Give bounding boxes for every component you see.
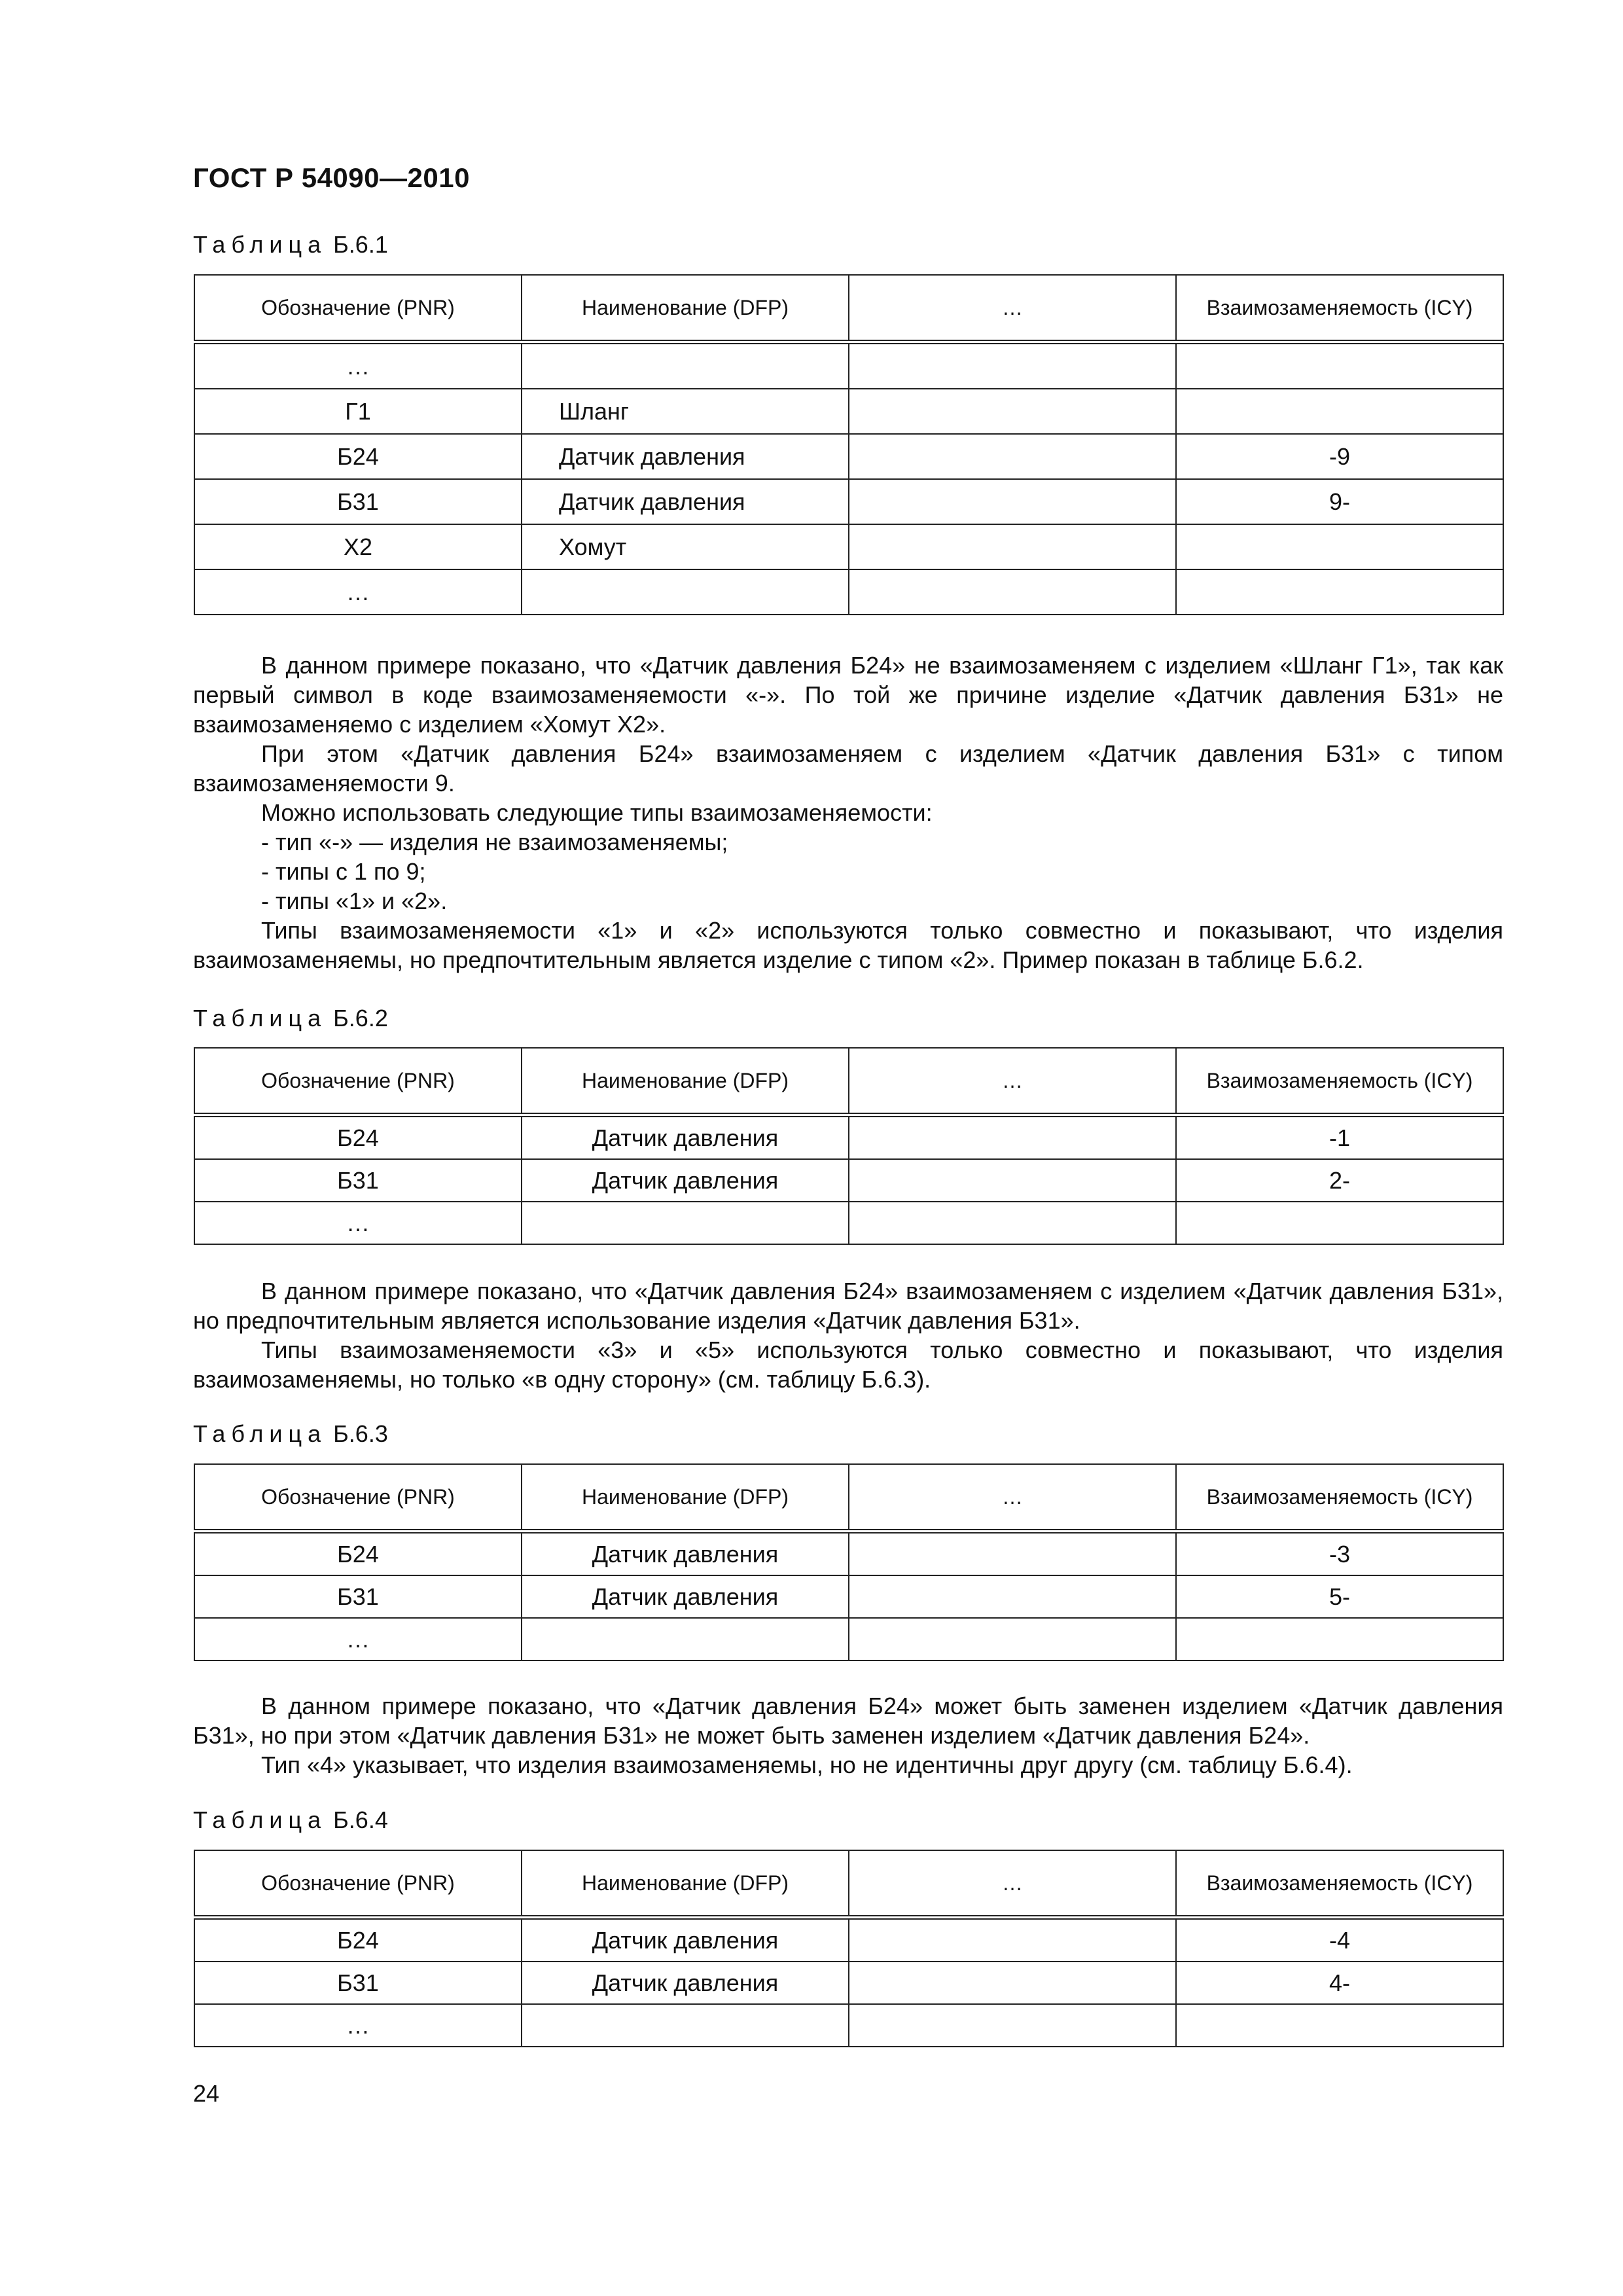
cell-pnr: Б31 [194,479,522,524]
cell-icy: -4 [1176,1918,1503,1962]
header-cell-icy: Взаимозаменяемость (ICY) [1176,1048,1503,1115]
cell-dfp [522,1202,849,1244]
list-item: - типы «1» и «2». [261,888,448,914]
cell-pnr: Б31 [194,1575,522,1618]
cell-dfp: Хомут [522,524,849,569]
cell-icy: -1 [1176,1115,1503,1160]
cell-pnr: Б31 [194,1962,522,2004]
page-number: 24 [193,2080,220,2107]
cell-dfp: Датчик давления [522,1918,849,1962]
table-row [194,1115,1503,1160]
table-header-row [194,1464,1503,1532]
cell-icy [1176,524,1503,569]
table-row [194,434,1503,479]
table-b-6-4 [194,1850,1504,2047]
cell-other [849,1575,1176,1618]
header-cell-dfp: Наименование (DFP) [522,1850,849,1918]
cell-dfp: Датчик давления [522,1159,849,1202]
cell-pnr: … [194,1202,522,1244]
cell-dfp [522,342,849,389]
cell-other [849,434,1176,479]
body-text-block [193,651,1503,975]
list-item: - тип «-» — изделия не взаимозаменяемы; [261,829,728,855]
cell-other [849,1532,1176,1576]
cell-pnr: … [194,2004,522,2047]
table-caption-word: Таблица [193,1005,327,1031]
paragraph: Можно использовать следующие типы взаимозаменяемости: [261,799,933,826]
header-cell-dfp: Наименование (DFP) [522,275,849,342]
cell-dfp [522,1618,849,1660]
header-cell-pnr: Обозначение (PNR) [194,1850,522,1918]
cell-icy: 9- [1176,479,1503,524]
cell-dfp: Датчик давления [522,1532,849,1576]
table-caption-word: Таблица [193,1420,327,1447]
table-row [194,1618,1503,1660]
table-caption [193,231,388,259]
cell-icy: -3 [1176,1532,1503,1576]
header-cell-dfp: Наименование (DFP) [522,1048,849,1115]
cell-other [849,1159,1176,1202]
table-caption-number: Б.6.2 [333,1005,388,1031]
cell-dfp: Датчик давления [522,1962,849,2004]
table-caption-number: Б.6.3 [333,1420,388,1447]
cell-other [849,342,1176,389]
table-row [194,2004,1503,2047]
table-row [194,1159,1503,1202]
table-row [194,1202,1503,1244]
cell-dfp: Шланг [522,389,849,434]
paragraph: Типы взаимозаменяемости «1» и «2» используются только совместно и показывают, что изделия взаимозаменяемы, но предпочтительным является изделие с типом «2». Пример показан в таблице Б.6.2. [193,917,1503,973]
table-caption-number: Б.6.4 [333,1806,388,1833]
cell-other [849,1918,1176,1962]
table-header-row [194,1048,1503,1115]
paragraph: При этом «Датчик давления Б24» взаимозаменяем с изделием «Датчик давления Б31» с типом взаимозаменяемости 9. [193,740,1503,797]
cell-pnr: Б24 [194,434,522,479]
cell-icy: -9 [1176,434,1503,479]
cell-pnr: Б24 [194,1532,522,1576]
table-row [194,1918,1503,1962]
list-item: - типы с 1 по 9; [261,858,426,885]
table-row [194,389,1503,434]
paragraph: Тип «4» указывает, что изделия взаимозаменяемы, но не идентичны друг другу (см. таблицу Б.6.4). [261,1751,1353,1778]
table-row [194,1962,1503,2004]
table-caption-word: Таблица [193,1806,327,1833]
header-cell-ellipsis: … [849,275,1176,342]
header-cell-pnr: Обозначение (PNR) [194,275,522,342]
cell-other [849,389,1176,434]
cell-pnr: Г1 [194,389,522,434]
cell-icy [1176,342,1503,389]
table-caption [193,1005,388,1032]
table-row [194,342,1503,389]
cell-other [849,479,1176,524]
header-cell-pnr: Обозначение (PNR) [194,1048,522,1115]
cell-icy [1176,1202,1503,1244]
header-cell-pnr: Обозначение (PNR) [194,1464,522,1532]
table-caption [193,1806,388,1834]
header-cell-dfp: Наименование (DFP) [522,1464,849,1532]
cell-icy [1176,1618,1503,1660]
cell-pnr: Б24 [194,1115,522,1160]
cell-pnr: Х2 [194,524,522,569]
table-caption [193,1420,388,1448]
cell-other [849,1618,1176,1660]
header-cell-ellipsis: … [849,1464,1176,1532]
table-header-row [194,275,1503,342]
cell-icy: 4- [1176,1962,1503,2004]
cell-other [849,569,1176,615]
cell-pnr: Б24 [194,1918,522,1962]
cell-pnr: Б31 [194,1159,522,1202]
table-row [194,1532,1503,1576]
table-header-row [194,1850,1503,1918]
paragraph: В данном примере показано, что «Датчик давления Б24» не взаимозаменяем с изделием «Шланг Г1», так как первый символ в коде взаимозаменяемости «-». По той же причине изделие «Датчик давления Б31» не взаимозаменяемо с изделием «Хомут Х2». [193,652,1503,738]
cell-pnr: … [194,569,522,615]
cell-other [849,1202,1176,1244]
table-row [194,479,1503,524]
cell-dfp: Датчик давления [522,434,849,479]
table-row [194,569,1503,615]
paragraph: В данном примере показано, что «Датчик давления Б24» может быть заменен изделием «Датчик давления Б31», но при этом «Датчик давления Б31» не может быть заменен изделием «Датчик давления Б24». [193,1693,1503,1749]
table-b-6-3 [194,1463,1504,1661]
cell-dfp [522,569,849,615]
table-caption-word: Таблица [193,231,327,258]
table-row [194,524,1503,569]
header-cell-icy: Взаимозаменяемость (ICY) [1176,1464,1503,1532]
cell-dfp [522,2004,849,2047]
cell-dfp: Датчик давления [522,1575,849,1618]
cell-pnr: … [194,342,522,389]
table-row [194,1575,1503,1618]
cell-dfp: Датчик давления [522,479,849,524]
paragraph: В данном примере показано, что «Датчик давления Б24» взаимозаменяем с изделием «Датчик давления Б31», но предпочтительным является использование изделия «Датчик давления Б31». [193,1278,1503,1334]
body-text-block [193,1691,1503,1780]
cell-icy: 5- [1176,1575,1503,1618]
cell-icy [1176,2004,1503,2047]
header-cell-ellipsis: … [849,1850,1176,1918]
header-cell-ellipsis: … [849,1048,1176,1115]
cell-other [849,2004,1176,2047]
cell-icy [1176,389,1503,434]
cell-icy: 2- [1176,1159,1503,1202]
body-text-block [193,1276,1503,1394]
cell-other [849,524,1176,569]
header-cell-icy: Взаимозаменяемость (ICY) [1176,275,1503,342]
cell-icy [1176,569,1503,615]
table-caption-number: Б.6.1 [333,231,388,258]
cell-other [849,1115,1176,1160]
cell-dfp: Датчик давления [522,1115,849,1160]
paragraph: Типы взаимозаменяемости «3» и «5» используются только совместно и показывают, что изделия взаимозаменяемы, но только «в одну сторону» (см. таблицу Б.6.3). [193,1336,1503,1393]
cell-other [849,1962,1176,2004]
table-b-6-2 [194,1047,1504,1245]
cell-pnr: … [194,1618,522,1660]
table-b-6-1 [194,274,1504,615]
header-cell-icy: Взаимозаменяемость (ICY) [1176,1850,1503,1918]
document-header: ГОСТ Р 54090—2010 [193,162,470,193]
